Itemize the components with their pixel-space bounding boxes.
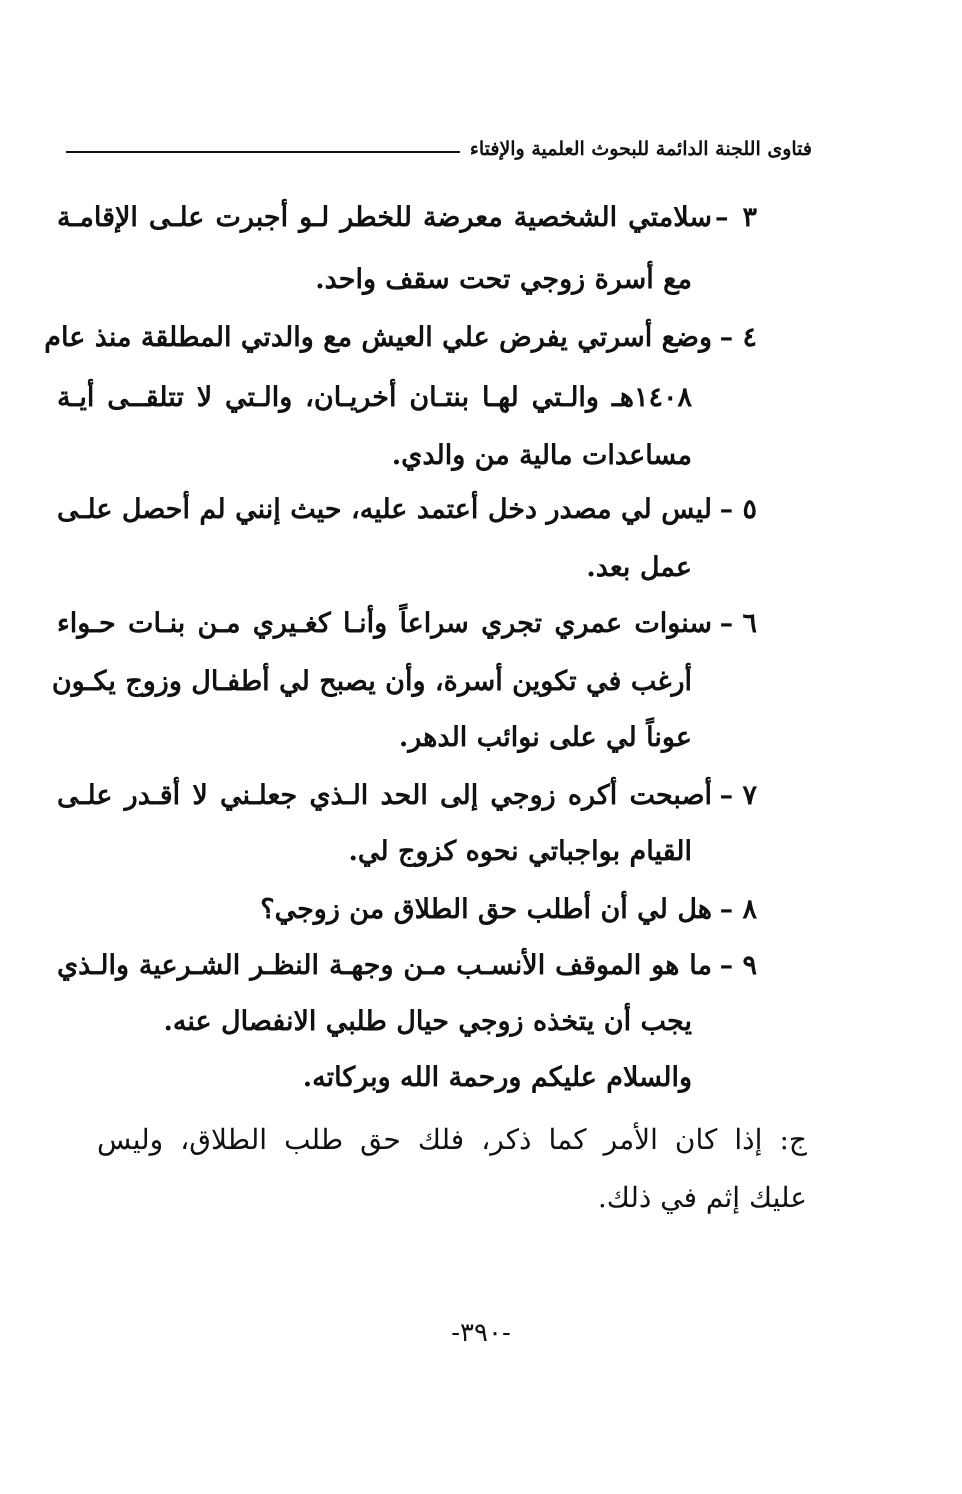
question-3-text-2: مع أسرة زوجي تحت سقف واحد. [315,264,692,295]
question-6-number: ٦ – [719,608,757,639]
header-title: فتاوى اللجنة الدائمة للبحوث العلمية والإفتاء [469,138,812,160]
question-9-number: ٩ – [719,950,757,981]
answer-line-2: عليك إثم في ذلك. [597,1181,807,1214]
question-5-number: ٥ – [719,494,757,525]
question-5-text-2: عمل بعد. [586,552,692,583]
question-5-text-1: ليس لي مصدر دخل أعتمد عليه، حيث إنني لم أحصل علـى [57,494,712,525]
question-7-text-1: أصبحت أكره زوجي إلى الحد الـذي جعلـني لا أقـدر علـى [57,780,712,811]
question-6-text-1: سنوات عمري تجري سراعاً وأنـا كغـيري مـن بنـات حـواء [57,608,712,639]
answer-line-1: ج: إذا كان الأمر كما ذكر، فلك حق طلب الطلاق، وليس [97,1123,807,1156]
question-9-text-2: يجب أن يتخذه زوجي حيال طلبي الانفصال عنه. [163,1006,692,1037]
question-4-text-3: مساعدات مالية من والدي. [391,440,692,471]
question-3-text-1: سلامتي الشخصية معرضة للخطر لـو أجبرت علـى الإقامـة [57,202,712,233]
question-8-number: ٨ – [719,894,757,925]
question-3-number: ٣ – [715,202,757,233]
question-7-number: ٧ – [719,780,757,811]
question-8-text-1: هل لي أن أطلب حق الطلاق من زوجي؟ [260,894,712,925]
question-7-text-2: القيام بواجباتي نحوه كزوج لي. [348,836,692,867]
page-number: -٣٩٠- [451,1318,511,1348]
question-6-text-2: أرغب في تكوين أسرة، وأن يصبح لي أطفـال وزوج يكـون [51,666,692,697]
question-4-text-2: ١٤٠٨هـ والـتي لهـا بنتـان أخريـان، والـتي لا تتلقــى أيـة [57,382,692,413]
header-rule [66,151,460,153]
question-4-number: ٤ – [719,322,757,353]
question-9-text-3: والسلام عليكم ورحمة الله وبركاته. [302,1062,692,1093]
question-9-text-1: ما هو الموقف الأنسـب مـن وجهـة النظـر الشـرعية والـذي [57,950,712,981]
running-header [66,138,812,160]
question-6-text-3: عوناً لي على نوائب الدهر. [398,722,692,753]
question-4-text-1: وضع أسرتي يفرض علي العيش مع والدتي المطلقة منذ عام [44,322,712,353]
